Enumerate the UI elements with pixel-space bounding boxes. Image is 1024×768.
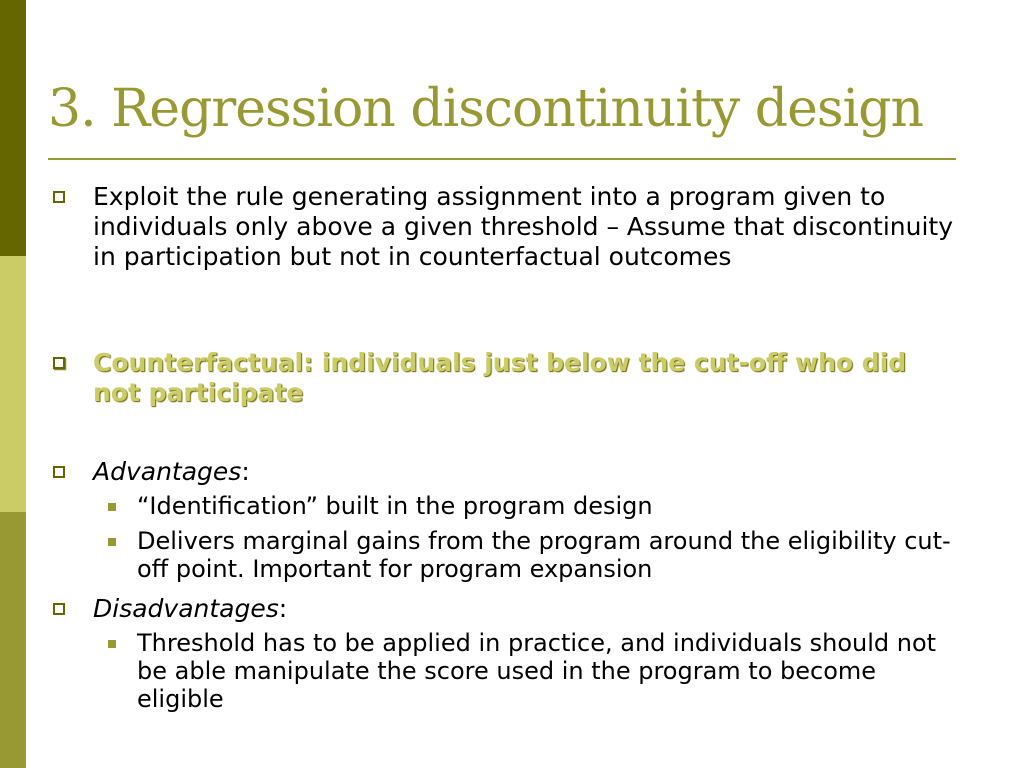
hollow-square-bullet-icon: [53, 603, 65, 615]
disadvantages-colon: :: [278, 594, 288, 623]
side-bar-top: [0, 0, 26, 256]
sub-bullet-text: “Identification” built in the program design: [137, 492, 653, 520]
bullet-disadvantages: [48, 594, 958, 624]
bullet-heading: [93, 457, 958, 487]
bullet-text: Exploit the rule generating assignment into a program given to individuals only above a given threshold – Assume that discontinuity in participation but not in counterfactual outcomes: [93, 182, 954, 271]
sub-bullet-threshold: [100, 629, 970, 713]
bullet-counterfactual: [48, 348, 958, 408]
hollow-square-bullet-icon: [53, 466, 65, 478]
sub-bullet-text: Threshold has to be applied in practice, and individuals should not be able manipulate the score used in the program to become eligible: [137, 629, 937, 713]
sub-bullet-text: Delivers marginal gains from the program around the eligibility cut-off point. Important for program expansion: [137, 527, 951, 583]
sub-bullet-marginal-gains: [100, 527, 970, 583]
hollow-square-bullet-icon: [53, 191, 65, 203]
hollow-square-bullet-icon: [53, 357, 65, 369]
title-divider: [48, 158, 956, 160]
filled-square-bullet-icon: [108, 640, 116, 648]
slide-title: 3. Regression discontinuity design: [48, 79, 923, 139]
bullet-heading: [93, 594, 958, 624]
advantages-colon: :: [241, 457, 250, 486]
bullet-exploit-rule: [48, 182, 958, 272]
advantages-label: Advantages: [93, 457, 242, 486]
filled-square-bullet-icon: [108, 503, 116, 511]
disadvantages-label: Disadvantages: [93, 594, 279, 623]
bullet-text: Counterfactual: individuals just below the cut-off who did not participate: [93, 348, 907, 407]
side-bar-bottom: [0, 512, 26, 768]
side-bar-middle: [0, 256, 26, 512]
sub-bullet-identification: [100, 492, 970, 520]
bullet-advantages: [48, 457, 958, 487]
filled-square-bullet-icon: [108, 538, 116, 546]
